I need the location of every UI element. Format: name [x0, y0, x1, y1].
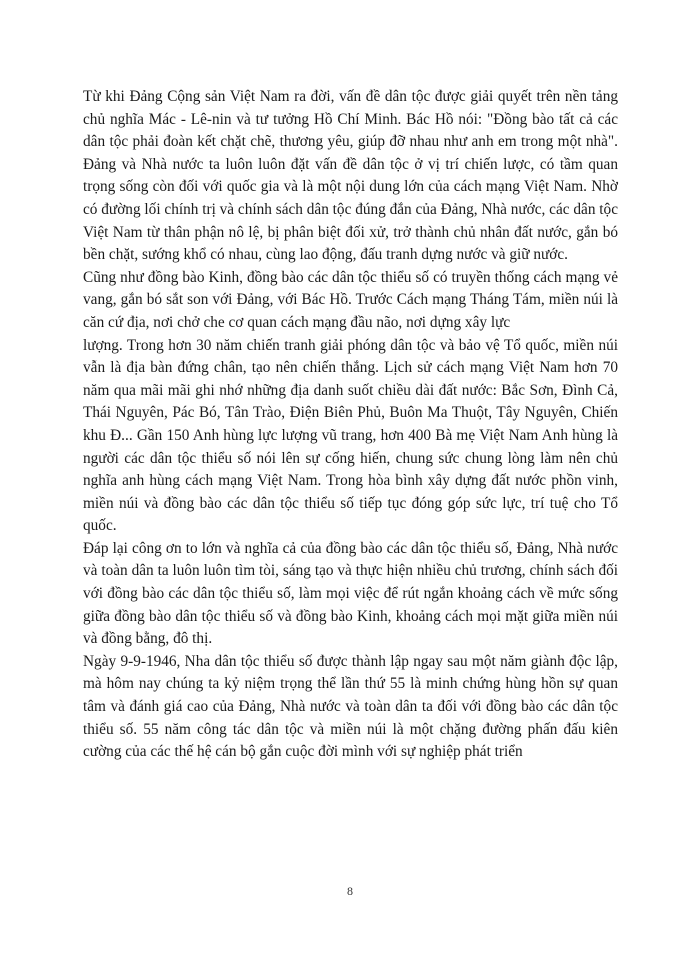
paragraph-3: lượng. Trong hơn 30 năm chiến tranh giải phóng dân tộc và bảo vệ Tổ quốc, miền núi vẫn là địa bàn đứng chân, tạo nên chiến thắng. Lịch sử cách mạng Việt Nam hơn 70 năm qua mãi mãi ghi nhớ những địa danh suốt chiều dài đất nước: Bắc Sơn, Đình Cả, Thái Nguyên, Pác Bó, Tân Trào, Điện Biên Phủ, Buôn Ma Thuột, Tây Nguyên, Chiến khu Đ... Gần 150 Anh hùng lực lượng vũ trang, hơn 400 Bà mẹ Việt Nam Anh hùng là người các dân tộc thiểu số nói lên sự cống hiến, chung sức chung lòng làm nên chủ nghĩa anh hùng cách mạng Việt Nam. Trong hòa bình xây dựng đất nước phồn vinh, miền núi và đồng bào các dân tộc thiểu số tiếp tục đóng góp sức lực, trí tuệ cho Tổ quốc.	[83, 336, 618, 535]
page-number: 8	[347, 884, 353, 898]
paragraph-5: Ngày 9-9-1946, Nha dân tộc thiểu số được thành lập ngay sau một năm giành độc lập, mà hôm nay chúng ta kỷ niệm trọng thể lần thứ 55 là minh chứng hùng hồn sự quan tâm và đánh giá cao của Đảng, Nhà nước và toàn dân ta đối với đồng bào các dân tộc thiểu số. 55 năm công tác dân tộc và miền núi là một chặng đường phấn đấu kiên cường của các thế hệ cán bộ gắn cuộc đời mình với sự nghiệp phát triển	[83, 652, 618, 761]
body-text	[83, 86, 618, 764]
paragraph-4: Đáp lại công ơn to lớn và nghĩa cả của đồng bào các dân tộc thiểu số, Đảng, Nhà nước và toàn dân ta luôn luôn tìm tòi, sáng tạo và thực hiện nhiều chủ trương, chính sách đối với đồng bào các dân tộc thiểu số, làm mọi việc để rút ngắn khoảng cách về mức sống giữa đồng bào dân tộc thiểu số và đồng bào Kinh, khoảng cách mọi mặt giữa miền núi và đồng bằng, đô thị.	[83, 539, 618, 648]
paragraph-2: Cũng như đồng bào Kinh, đồng bào các dân tộc thiểu số có truyền thống cách mạng vẻ vang, gắn bó sắt son với Đảng, với Bác Hồ. Trước Cách mạng Tháng Tám, miền núi là căn cứ địa, nơi chở che cơ quan cách mạng đầu não, nơi dựng xây lực	[83, 268, 618, 331]
paragraph-1: Từ khi Đảng Cộng sản Việt Nam ra đời, vấn đề dân tộc được giải quyết trên nền tảng chủ nghĩa Mác - Lê-nin và tư tưởng Hồ Chí Minh. Bác Hồ nói: "Đồng bào tất cả các dân tộc phải đoàn kết chặt chẽ, thương yêu, giúp đỡ nhau như anh em trong một nhà". Đảng và Nhà nước ta luôn luôn đặt vấn đề dân tộc ở vị trí chiến lược, có tầm quan trọng sống còn đối với quốc gia và là một nội dung lớn của cách mạng Việt Nam. Nhờ có đường lối chính trị và chính sách dân tộc đúng đắn của Đảng, Nhà nước, các dân tộc Việt Nam từ thân phận nô lệ, bị phân biệt đối xử, trở thành chủ nhân đất nước, gắn bó bền chặt, sướng khổ có nhau, cùng lao động, đấu tranh dựng nước và giữ nước.	[83, 88, 618, 264]
